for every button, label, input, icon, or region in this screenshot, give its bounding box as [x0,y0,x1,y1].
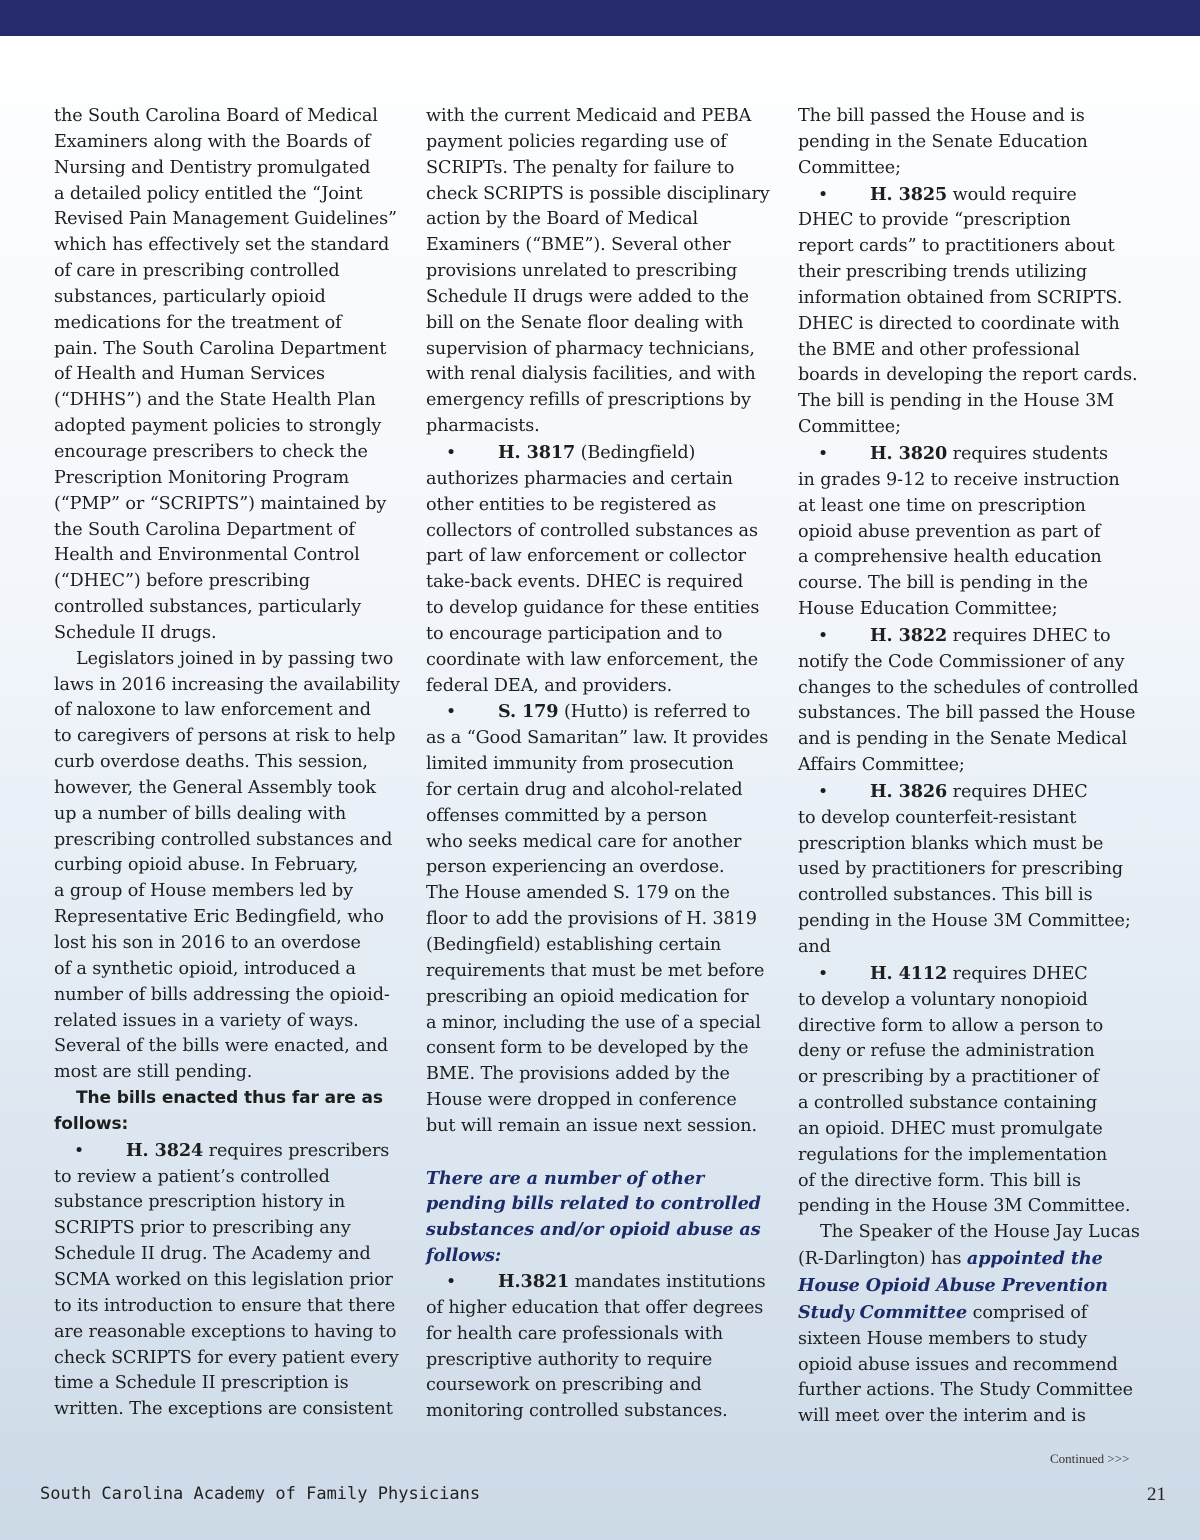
bill-item: •H. 3825 would require DHEC to provide “prescription report cards” to practitioners about their prescribing trends utilizing information obtained from SCRIPTS. DHEC is directed to coordinate with the BME and other professional boards in developing the report cards. The bill is pending in the House 3M Committee; [798,182,1150,441]
bill-item: •H. 3820 requires students in grades 9-12 to receive instruction at least one time on prescription opioid abuse prevention as part of a comprehensive health education course. The bill is pending in the House Education Committee; [798,441,1150,623]
paragraph: The Speaker of the House Jay Lucas (R-Darlington) has appointed the House Opioid Abuse Prevention Study Committee comprised of sixteen House members to study opioid abuse issues and recommend further actions. The Study Committee will meet over the interim and is [798,1222,1140,1427]
paragraph: The bill passed the House and is pending in the Senate Education Committee; [798,106,1088,178]
paragraph: the South Carolina Board of Medical Examiners along with the Boards of Nursing and Dentistry promulgated a detailed policy entitled the “Joint Revised Pain Management Guidelines” which has effectively set the standard of care in prescribing controlled substances, particularly opioid medications for the treatment of pain. The South Carolina Department of Health and Human Services (“DHHS”) and the State Health Plan adopted payment policies to strongly encourage prescribers to check the Prescription Monitoring Program (“PMP” or “SCRIPTS”) maintained by the South Carolina Department of Health and Environmental Control (“DHEC”) before prescribing controlled substances, particularly Schedule II drugs. [54,106,397,643]
organization-name: South Carolina Academy of Family Physicians [40,1484,481,1504]
spacer [426,1140,778,1166]
article-column-3 [798,104,1150,1430]
bullet-icon [798,962,870,988]
paragraph: with the current Medicaid and PEBA payment policies regarding use of SCRIPTs. The penalty for failure to check SCRIPTS is possible disciplinary action by the Board of Medical Examiners (“BME”). Several other provisions unrelated to prescribing Schedule II drugs were added to the bill on the Senate floor dealing with supervision of pharmacy technicians, with renal dialysis facilities, and with emergency refills of prescriptions by pharmacists. [426,106,770,437]
paragraph: Legislators joined in by passing two laws in 2016 increasing the availability of naloxone to law enforcement and to caregivers of persons at risk to help curb overdose deaths. This session, however, the General Assembly took up a number of bills dealing with prescribing controlled substances and curbing opioid abuse. In February, a group of House members led by Representative Eric Bedingfield, who lost his son in 2016 to an overdose of a synthetic opioid, introduced a number of bills addressing the opioid- related issues in a variety of ways. Several of the bills were enacted, and most are still pending. [54,648,400,1083]
page-number: 21 [1147,1484,1166,1505]
section-lead: The bills enacted thus far are as follows: [54,1088,383,1134]
bullet-icon [54,1139,126,1165]
bill-item: •H. 3826 requires DHEC to develop counterfeit-resistant prescription blanks which must be used by practitioners for prescribing controlled substances. This bill is pending in the House 3M Committee; and [798,779,1150,961]
page-footer [40,1484,1166,1508]
bill-item: •H. 3817 (Bedingfield) authorizes pharmacies and certain other entities to be registered as collectors of controlled substances as part of law enforcement or collector take-back events. DHEC is required to develop guidance for these entities to encourage participation and to coordinate with law enforcement, the federal DEA, and providers. [426,440,778,699]
bullet-icon [798,442,870,468]
header-bar [0,0,1200,36]
bill-item: •H. 4112 requires DHEC to develop a voluntary nonopioid directive form to allow a person to deny or refuse the administration or prescribing by a practitioner of a controlled substance containing an opioid. DHEC must promulgate regulations for the implementation of the directive form. This bill is pending in the House 3M Committee. [798,961,1150,1220]
bill-item: •H. 3822 requires DHEC to notify the Code Commissioner of any changes to the schedules of controlled substances. The bill passed the House and is pending in the Senate Medical Affairs Committee; [798,623,1150,779]
bill-item: •H. 3824 requires prescribers to review a patient’s controlled substance prescription history in SCRIPTS prior to prescribing any Schedule II drug. The Academy and SCMA worked on this legislation prior to its introduction to ensure that there are reasonable exceptions to having to check SCRIPTS for every patient every time a Schedule II prescription is written. The exceptions are consistent [54,1138,406,1423]
pending-bills-heading: There are a number of other pending bills related to controlled substances and/or opioid abuse as follows: [426,1167,761,1267]
bullet-icon [426,441,498,467]
continued-label: Continued >>> [1050,1451,1130,1466]
bullet-icon [426,700,498,726]
bullet-icon [798,624,870,650]
bill-item: •S. 179 (Hutto) is referred to as a “Good Samaritan” law. It provides limited immunity from prosecution for certain drug and alcohol-related offenses committed by a person who seeks medical care for another person experiencing an overdose. The House amended S. 179 on the floor to add the provisions of H. 3819 (Bedingfield) establishing certain requirements that must be met before prescribing an opioid medication for a minor, including the use of a special consent form to be developed by the BME. The provisions added by the House were dropped in conference but will remain an issue next session. [426,699,778,1139]
bullet-icon [798,183,870,209]
bullet-icon [798,780,870,806]
article-column-1 [54,104,406,1423]
article-column-2 [426,104,778,1425]
bill-item: •H.3821 mandates institutions of higher education that offer degrees for health care professionals with prescriptive authority to require coursework on prescribing and monitoring controlled substances. [426,1269,778,1425]
bullet-icon [426,1270,498,1296]
